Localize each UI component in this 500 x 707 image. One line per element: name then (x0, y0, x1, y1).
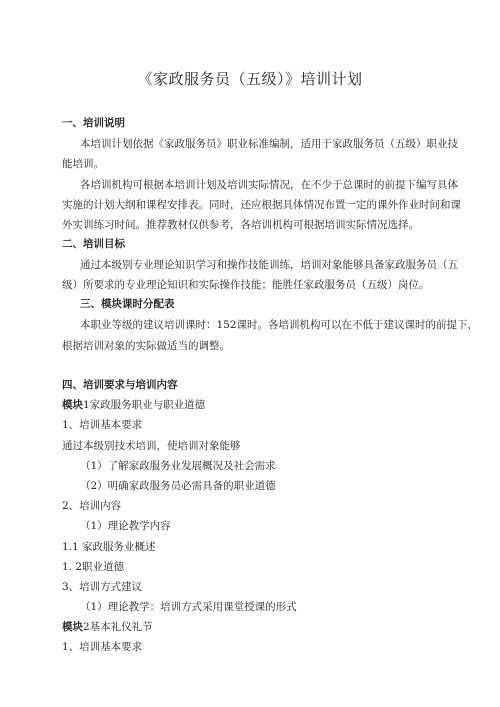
paragraph-line: 本职业等级的建议培训课时：152课时。各培训机构可以在不低于建议课时的前提下， (80, 319, 479, 331)
module-prefix: 模块 (62, 399, 83, 411)
paragraph-line: 本培训计划依据《家政服务员》职业标准编制，适用于家政服务员（五级）职业技 (80, 138, 458, 150)
list-item: 2、培训内容 (62, 500, 122, 512)
module-title: 2基本礼仪礼节 (83, 621, 153, 633)
page-title: 《家政服务员（五级）》培训计划 (137, 70, 363, 88)
paragraph-line: 各培训机构可根据本培训计划及培训实际情况，在不少于总课时的前提下编写具体 (80, 179, 458, 191)
list-item: 1. 2职业道德 (62, 561, 125, 573)
paragraph-line: 能培训。 (62, 158, 104, 170)
list-item: （2）明确家政服务员必需具备的职业道德 (80, 480, 276, 492)
list-item: （1）理论教学内容 (80, 520, 171, 532)
section-heading-requirements-content: 四、培训要求与培训内容 (62, 379, 178, 391)
paragraph-line: 实施的计划大纲和课程安排表。同时，还应根据具体情况布置一定的课外作业时间和课 (62, 199, 461, 211)
list-item: 1、培训基本要求 (62, 419, 143, 431)
module-prefix: 模块 (62, 621, 83, 633)
section-heading-training-goals: 二、培训目标 (62, 238, 125, 250)
paragraph-line: 根据培训对象的实际做适当的调整。 (62, 340, 230, 352)
paragraph-line: 通过本级别专业理论知识学习和操作技能训练，培训对象能够具备家政服务员（五 (80, 259, 458, 271)
list-item: 1.1 家政服务业概述 (62, 541, 156, 553)
list-item: 通过本级别技术培训，使培训对象能够 (62, 440, 241, 452)
list-item: （1）了解家政服务业发展概况及社会需求 (80, 460, 276, 472)
section-heading-module-hours: 三、模块课时分配表 (80, 298, 175, 310)
section-heading-training-description: 一、培训说明 (62, 117, 125, 129)
list-item: 3、培训方式建议 (62, 581, 143, 593)
module-title: 1家政服务职业与职业道德 (83, 399, 206, 411)
list-item: 1、培训基本要求 (62, 641, 143, 653)
module-2-heading (62, 620, 153, 634)
paragraph-line: 外实训练习时间。推荐教材仅供参考，各培训机构可根据培训实际情况选择。 (62, 219, 419, 231)
paragraph-line: 级）所要求的专业理论知识和实际操作技能；能胜任家政服务员（五级）岗位。 (62, 279, 430, 291)
list-item: （1）理论教学：培训方式采用课堂授课的形式 (80, 601, 297, 613)
module-1-heading (62, 398, 205, 412)
